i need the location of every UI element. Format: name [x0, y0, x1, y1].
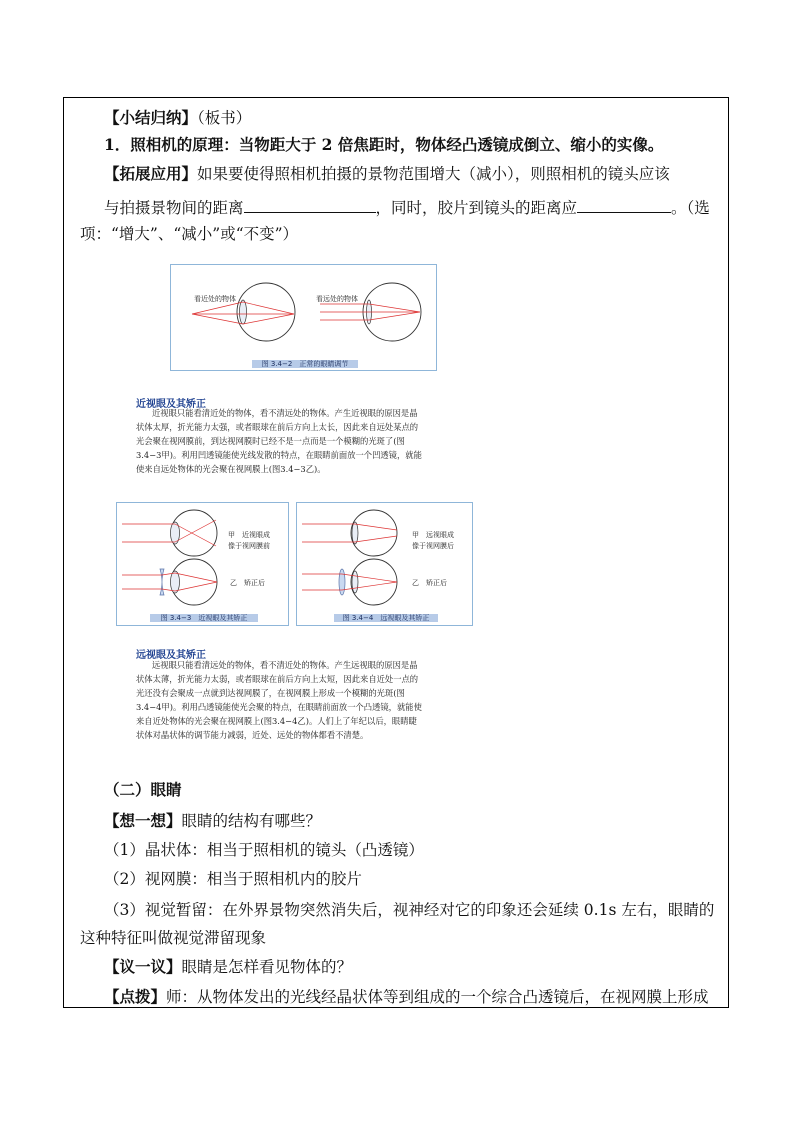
myopia-label-a1: 甲 近视眼成 — [228, 531, 270, 539]
summary-point-1: 1．照相机的原理：当物距大于 2 倍焦距时，物体经凸透镜成倒立、缩小的实像。 — [104, 135, 664, 154]
eye-section-heading: （二）眼睛 — [104, 780, 182, 799]
myopia-figure — [116, 502, 290, 626]
figure-caption-3-4-3: 图 3.4−3 近视眼及其矫正 — [150, 614, 258, 622]
hint-text: 师：从物体发出的光线经晶状体等到组成的一个综合凸透镜后，在视网膜上形成 — [166, 988, 709, 1006]
myopia-label-b: 乙 矫正后 — [230, 579, 265, 587]
myopia-line-3: 光会聚在视网膜前，到达视网膜时已经不是一点而是一个模糊的光斑了(图 — [136, 436, 405, 446]
lens-near — [240, 300, 247, 324]
normal-eye-figure — [170, 264, 438, 371]
answer-blank-1[interactable] — [244, 196, 376, 213]
hyperopia-line-1: 远视眼只能看清远处的物体，看不清近处的物体。产生远视眼的原因是晶 — [152, 660, 418, 670]
extension-line-1 — [104, 164, 670, 184]
hyperopia-title: 远视眼及其矫正 — [136, 650, 206, 661]
hyperopia-label-a2: 像于视网膜后 — [412, 542, 454, 550]
think-heading: 【想一想】 — [104, 811, 182, 830]
myopia-line-5: 使来自远处物体的光会聚在视网膜上(图3.4−3乙)。 — [136, 464, 326, 474]
extension-text-1: 如果要使得照相机拍摄的景物范围增大（减小），则照相机的镜头应该 — [197, 165, 670, 183]
hyperopia-line-2: 状体太薄，折光能力太弱，或者眼球在前后方向上太短，因此来自近处一点的 — [136, 674, 419, 684]
think-question: 眼睛的结构有哪些？ — [181, 812, 322, 830]
hyperopia-line-6: 状体对晶状体的调节能力减弱，近处、远处的物体都看不清楚。 — [136, 730, 369, 740]
eye-item-2: （2）视网膜：相当于照相机内的胶片 — [104, 870, 362, 888]
eye-item-3b: 这种特征叫做视觉滞留现象 — [80, 929, 267, 947]
think-line — [104, 811, 321, 831]
label-near-object: 看近处的物体 — [194, 295, 236, 303]
extension-line-2 — [104, 196, 710, 218]
extension-heading: 【拓展应用】 — [104, 164, 198, 183]
extension-line-3: 项：“增大”、“减小”或“不变”） — [80, 225, 299, 243]
hint-heading: 【点拨】 — [104, 987, 167, 1006]
eye-item-1: （1）晶状体：相当于照相机的镜头（凸透镜） — [104, 841, 424, 859]
myopia-line-1: 近视眼只能看清近处的物体，看不清远处的物体。产生近视眼的原因是晶 — [152, 408, 418, 418]
figure-caption-3-4-2: 图 3.4−2 正常的眼睛调节 — [252, 360, 358, 368]
discuss-line — [104, 957, 352, 977]
hyperopia-label-b: 乙 矫正后 — [412, 579, 447, 587]
hyperopia-figure — [296, 502, 474, 626]
discuss-question: 眼睛是怎样看见物体的？ — [181, 958, 353, 976]
figure-caption-3-4-4: 图 3.4−4 远视眼及其矫正 — [334, 614, 438, 622]
eye-item-3a: （3）视觉暂留：在外界景物突然消失后，视神经对它的印象还会延续 0.1s 左右，眼睛的 — [104, 901, 715, 919]
discuss-heading: 【议一议】 — [104, 957, 182, 976]
myopia-label-a2: 像于视网膜前 — [228, 542, 270, 550]
extension-text-2b: ，同时，胶片到镜头的距离应 — [375, 199, 578, 217]
hyperopia-line-4: 3.4−4甲)。利用凸透镜能使光会聚的特点，在眼睛前面放一个凸透镜，就能使 — [136, 702, 422, 712]
convex-lens — [339, 569, 345, 595]
myopia-line-2: 状体太厚，折光能力太强，或者眼球在前后方向上太长，因此来自远处某点的 — [136, 422, 419, 432]
label-far-object: 看远处的物体 — [316, 295, 358, 303]
hint-line — [104, 987, 709, 1007]
hyperopia-line-3: 光还没有会聚成一点就到达视网膜了，在视网膜上形成一个模糊的光斑(图 — [136, 688, 405, 698]
extension-text-2c: 。（选 — [671, 199, 710, 217]
hyperopia-label-a1: 甲 远视眼成 — [412, 531, 454, 539]
summary-heading-line — [104, 108, 251, 128]
myopia-title: 近视眼及其矫正 — [136, 399, 206, 410]
answer-blank-2[interactable] — [577, 196, 671, 213]
summary-heading-note: （板书） — [197, 109, 252, 127]
extension-text-2a: 与拍摄景物间的距离 — [104, 199, 244, 217]
hyperopia-line-5: 来自近处物体的光会聚在视网膜上(图3.4−4乙)。人们上了年纪以后，眼睛睫 — [136, 716, 417, 726]
summary-heading: 【小结归纳】 — [104, 108, 198, 127]
myopia-line-4: 3.4−3甲)。利用凹透镜能使光线发散的特点，在眼睛前面放一个凹透镜，就能 — [136, 450, 422, 460]
